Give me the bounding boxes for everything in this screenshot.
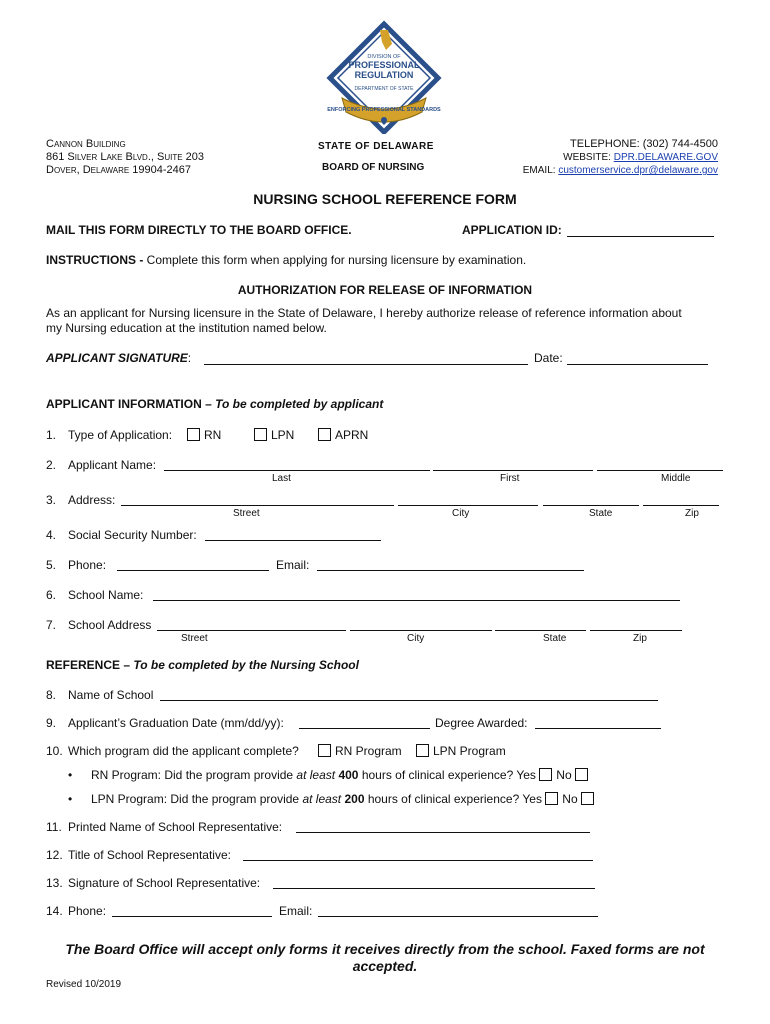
rn-clinical-no-label: No <box>556 768 572 782</box>
footer-notice-line1: The Board Office will accept only forms it receives directly from the school. Faxed forms are not <box>65 941 705 957</box>
state-caption: State <box>589 508 613 519</box>
q8-number: 8. <box>46 688 57 702</box>
lpn-clinical-no-checkbox[interactable] <box>581 792 594 805</box>
q12-number: 12. <box>46 848 63 862</box>
authorization-text-line2: my Nursing education at the institution named below. <box>46 321 327 335</box>
logo-text-professional: PROFESSIONAL <box>348 60 420 70</box>
address-line2: 861 Silver Lake Blvd., Suite 203 <box>46 151 204 163</box>
bullet-rn: • <box>68 768 73 782</box>
last-name-field[interactable] <box>164 470 430 471</box>
first-name-field[interactable] <box>433 470 593 471</box>
authorization-heading: AUTHORIZATION FOR RELEASE OF INFORMATION <box>237 283 533 297</box>
signature-colon: : <box>187 351 192 365</box>
q8-label: Name of School <box>68 688 154 702</box>
logo-text-division: DIVISION OF <box>367 54 401 60</box>
q10-label: Which program did the applicant complete? <box>68 744 299 758</box>
applicant-email-field[interactable] <box>317 570 584 571</box>
school-zip-caption: Zip <box>633 633 647 644</box>
logo-text-department: DEPARTMENT OF STATE <box>354 86 414 92</box>
aprn-option-label: APRN <box>335 428 369 442</box>
rep-signature-field[interactable] <box>273 888 595 889</box>
address-city-field[interactable] <box>398 505 538 506</box>
address-line3: Dover, Delaware 19904-2467 <box>46 164 191 176</box>
logo-banner-text: ENFORCING PROFESSIONAL STANDARDS <box>327 107 441 113</box>
state-name: STATE OF DELAWARE <box>318 141 434 152</box>
applicant-info-subheading: To be completed by applicant <box>215 397 384 411</box>
instructions-text: Complete this form when applying for nursing licensure by examination. <box>146 253 527 267</box>
rep-email-field[interactable] <box>318 916 598 917</box>
q5-number: 5. <box>46 558 57 572</box>
lpn-checkbox[interactable] <box>254 428 267 441</box>
rep-phone-field[interactable] <box>112 916 272 917</box>
reference-subheading: To be completed by the Nursing School <box>133 658 359 672</box>
q12-label: Title of School Representative: <box>68 848 231 862</box>
q11-number: 11. <box>46 820 62 834</box>
address-state-field[interactable] <box>543 505 639 506</box>
q13-number: 13. <box>46 876 63 890</box>
school-name-field[interactable] <box>153 600 680 601</box>
email-label: EMAIL: <box>522 165 559 176</box>
telephone: TELEPHONE: (302) 744-4500 <box>570 138 718 150</box>
rep-email-label: Email: <box>279 904 313 918</box>
ssn-field[interactable] <box>205 540 381 541</box>
degree-awarded-field[interactable] <box>535 728 661 729</box>
school-street-field[interactable] <box>157 630 346 631</box>
applicant-info-heading: APPLICANT INFORMATION – <box>46 397 216 411</box>
office-address <box>46 138 204 177</box>
school-city-caption: City <box>407 633 425 644</box>
mail-instruction: MAIL THIS FORM DIRECTLY TO THE BOARD OFFICE. <box>46 223 352 237</box>
degree-awarded-label: Degree Awarded: <box>435 716 528 730</box>
applicant-signature-field[interactable] <box>204 364 528 365</box>
street-caption: Street <box>233 508 260 519</box>
q14-number: 14. <box>46 904 63 918</box>
form-title: NURSING SCHOOL REFERENCE FORM <box>253 191 517 207</box>
q3-label: Address: <box>68 493 116 507</box>
website-link[interactable]: DPR.DELAWARE.GOV <box>613 152 718 163</box>
contact-block <box>523 138 718 177</box>
q14-label: Phone: <box>68 904 107 918</box>
q9-label: Applicant’s Graduation Date (mm/dd/yy): <box>68 716 284 730</box>
bullet-lpn: • <box>68 792 73 806</box>
q4-label: Social Security Number: <box>68 528 197 542</box>
middle-name-field[interactable] <box>597 470 723 471</box>
lpn-program-label: LPN Program <box>433 744 506 758</box>
instructions-label: INSTRUCTIONS - <box>46 253 147 267</box>
board-name: BOARD OF NURSING <box>322 162 425 173</box>
q7-number: 7. <box>46 618 57 632</box>
instructions <box>46 253 526 267</box>
middle-caption: Middle <box>661 473 691 484</box>
q10-number: 10. <box>46 744 63 758</box>
lpn-option-label: LPN <box>271 428 295 442</box>
rn-checkbox[interactable] <box>187 428 200 441</box>
revised-date: Revised 10/2019 <box>46 979 122 990</box>
lpn-program-checkbox[interactable] <box>416 744 429 757</box>
applicant-phone-field[interactable] <box>117 570 269 571</box>
rn-option-label: RN <box>204 428 222 442</box>
q13-label: Signature of School Representative: <box>68 876 261 890</box>
applicant-email-label: Email: <box>276 558 310 572</box>
q4-number: 4. <box>46 528 57 542</box>
zip-caption: Zip <box>685 508 699 519</box>
reference-school-name-field[interactable] <box>160 700 658 701</box>
first-caption: First <box>500 473 520 484</box>
application-id-label: APPLICATION ID: <box>462 223 562 237</box>
lpn-clinical-yes-checkbox[interactable] <box>545 792 558 805</box>
address-zip-field[interactable] <box>643 505 719 506</box>
footer-notice-line2: accepted. <box>352 958 418 974</box>
rn-program-checkbox[interactable] <box>318 744 331 757</box>
q1-row <box>46 428 172 442</box>
lpn-clinical-no-label: No <box>562 792 578 806</box>
website-label: WEBSITE: <box>563 152 614 163</box>
authorization-text-line1: As an applicant for Nursing licensure in the State of Delaware, I hereby authorize release of reference information about <box>46 306 682 320</box>
school-state-field[interactable] <box>495 630 586 631</box>
last-caption: Last <box>272 473 291 484</box>
school-street-caption: Street <box>181 633 208 644</box>
q1-number: 1. <box>46 428 57 442</box>
logo-text-regulation: REGULATION <box>354 70 414 80</box>
address-street-field[interactable] <box>121 505 394 506</box>
date-field[interactable] <box>567 364 708 365</box>
email-link[interactable]: customerservice.dpr@delaware.gov <box>558 165 718 176</box>
q6-number: 6. <box>46 588 57 602</box>
school-city-field[interactable] <box>350 630 492 631</box>
reference-heading: REFERENCE – <box>46 658 134 672</box>
rn-clinical-no-checkbox[interactable] <box>575 768 588 781</box>
school-zip-field[interactable] <box>590 630 682 631</box>
aprn-checkbox[interactable] <box>318 428 331 441</box>
address-line1: Cannon Building <box>46 138 126 150</box>
q11-label: Printed Name of School Representative: <box>68 820 283 834</box>
q6-label: School Name: <box>68 588 144 602</box>
q1-label: Type of Application: <box>68 428 173 442</box>
rep-printed-name-field[interactable] <box>296 832 590 833</box>
q3-number: 3. <box>46 493 57 507</box>
dpr-logo <box>322 20 446 134</box>
q5-label: Phone: <box>68 558 107 572</box>
q2-number: 2. <box>46 458 57 472</box>
q7-label: School Address <box>68 618 152 632</box>
school-state-caption: State <box>543 633 567 644</box>
q2-label: Applicant Name: <box>68 458 157 472</box>
rep-title-field[interactable] <box>243 860 593 861</box>
rn-clinical-question: RN Program: Did the program provide at least 400 hours of clinical experience? Yes No <box>91 768 592 782</box>
application-id-field[interactable] <box>567 236 714 237</box>
applicant-signature-label: APPLICANT SIGNATURE <box>46 351 188 365</box>
q9-number: 9. <box>46 716 57 730</box>
rn-clinical-yes-checkbox[interactable] <box>539 768 552 781</box>
date-label: Date: <box>534 351 563 365</box>
rn-program-label: RN Program <box>335 744 402 758</box>
city-caption: City <box>452 508 470 519</box>
lpn-clinical-question: LPN Program: Did the program provide at least 200 hours of clinical experience? Yes No <box>91 792 598 806</box>
graduation-date-field[interactable] <box>299 728 430 729</box>
